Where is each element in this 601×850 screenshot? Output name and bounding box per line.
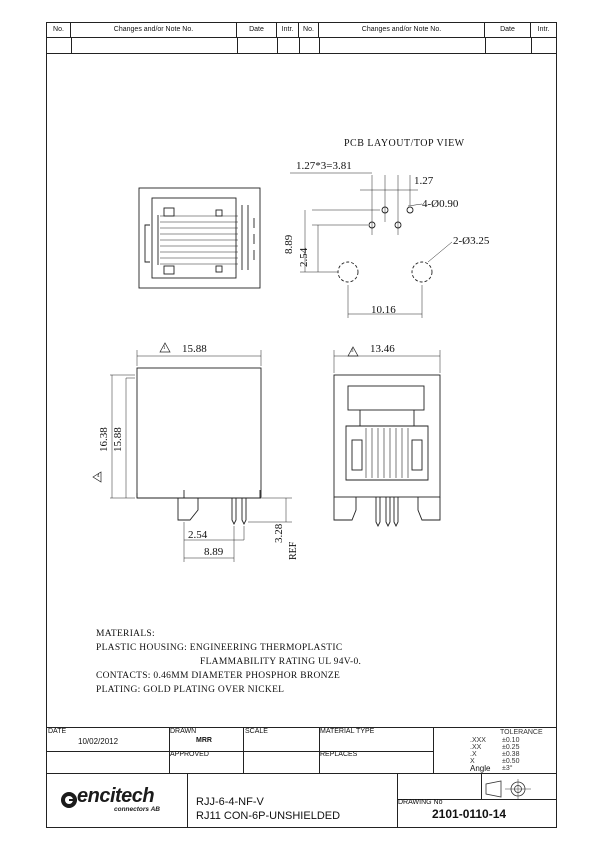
dim-8-89-pcb: 8.89 <box>283 234 295 254</box>
dim-front-width: 13.46 <box>370 343 395 355</box>
dim-side-ref: REF <box>288 541 299 560</box>
header-changes: Changes and/or Note No. <box>71 23 237 37</box>
drawing-no-label: DRAWING No <box>398 799 443 806</box>
title-grid-line <box>187 773 188 827</box>
tol-x-value: ±0.38 <box>502 751 520 758</box>
title-grid-line <box>243 727 244 773</box>
logo-subtext: connectors AB <box>114 806 160 813</box>
header-intr-2: Intr. <box>537 26 550 33</box>
part-number: RJJ-6-4-NF-V <box>196 796 264 808</box>
mark-front-3: 3 <box>351 349 354 354</box>
dim-large-holes: 2-Ø3.25 <box>453 235 490 247</box>
mark-side-4: 4 <box>97 474 100 479</box>
title-block-top <box>47 727 556 728</box>
title-block-mid <box>47 751 433 752</box>
replaces-label: REPLACES <box>320 751 358 758</box>
pcb-title: PCB LAYOUT/TOP VIEW <box>344 138 465 149</box>
header-date: Date <box>237 23 277 37</box>
tol-x: .X <box>470 751 477 758</box>
dim-side-16-38: 16.38 <box>98 427 110 452</box>
date-label: DATE <box>48 728 67 735</box>
front-view-connector <box>334 347 440 526</box>
top-view-connector <box>139 188 260 288</box>
title-grid-line <box>433 727 434 773</box>
dim-side-2-54: 2.54 <box>188 529 208 541</box>
notes-housing: PLASTIC HOUSING: ENGINEERING THERMOPLASTIC <box>96 643 343 653</box>
header-date-2: Date <box>485 23 531 37</box>
material-type-label: MATERIAL TYPE <box>320 728 375 735</box>
title-block-row <box>47 773 556 774</box>
tol-xxx-value: ±0.10 <box>502 737 520 744</box>
dim-10-16: 10.16 <box>371 304 396 316</box>
angle-label: Angle <box>470 764 491 773</box>
drawn-label: DRAWN <box>170 728 197 735</box>
dim-2-54-pcb: 2.54 <box>298 247 310 267</box>
header-no: No. <box>47 23 71 37</box>
tol-int-value: ±0.50 <box>502 758 520 765</box>
angle-value: ±3° <box>502 765 513 772</box>
notes-plating: PLATING: GOLD PLATING OVER NICKEL <box>96 685 285 695</box>
dim-side-width: 15.88 <box>182 343 207 355</box>
projection-symbol-icon <box>483 778 533 800</box>
header-intr: Intr. <box>277 23 299 37</box>
tolerance-label: TOLERANCE <box>500 729 543 736</box>
dim-pitch: 1.27*3=3.81 <box>296 160 352 172</box>
approved-label: APPROVED <box>170 751 209 758</box>
header-no-2: No. <box>299 23 319 37</box>
tol-xxx: .XXX <box>470 737 486 744</box>
notes-heading: MATERIALS: <box>96 629 155 639</box>
tol-int: X <box>470 758 475 765</box>
tol-xx: .XX <box>470 744 482 751</box>
logo-text: encitech <box>77 785 155 807</box>
drawn-value: MRR <box>196 737 212 744</box>
company-logo <box>60 785 170 815</box>
notes-flammability: FLAMMABILITY RATING UL 94V-0. <box>200 657 362 667</box>
dim-1-27: 1.27 <box>414 175 434 187</box>
scale-label: SCALE <box>245 728 268 735</box>
title-grid-line <box>481 773 482 799</box>
date-value: 10/02/2012 <box>78 737 119 746</box>
dim-side-8-89: 8.89 <box>204 546 224 558</box>
drawing-number: 2101-0110-14 <box>432 807 507 821</box>
dim-small-holes: 4-Ø0.90 <box>422 198 459 210</box>
pcb-layout <box>290 173 452 318</box>
notes-contacts: CONTACTS: 0.46MM DIAMETER PHOSPHOR BRONZE <box>96 671 341 681</box>
dim-side-3-28: 3.28 <box>273 523 285 543</box>
header-changes-2: Changes and/or Note No. <box>319 23 485 37</box>
part-description: RJ11 CON-6P-UNSHIELDED <box>196 810 341 822</box>
tol-xx-value: ±0.25 <box>502 744 520 751</box>
dim-side-15-88: 15.88 <box>112 427 124 452</box>
mark-side-1: 1 <box>163 346 166 351</box>
